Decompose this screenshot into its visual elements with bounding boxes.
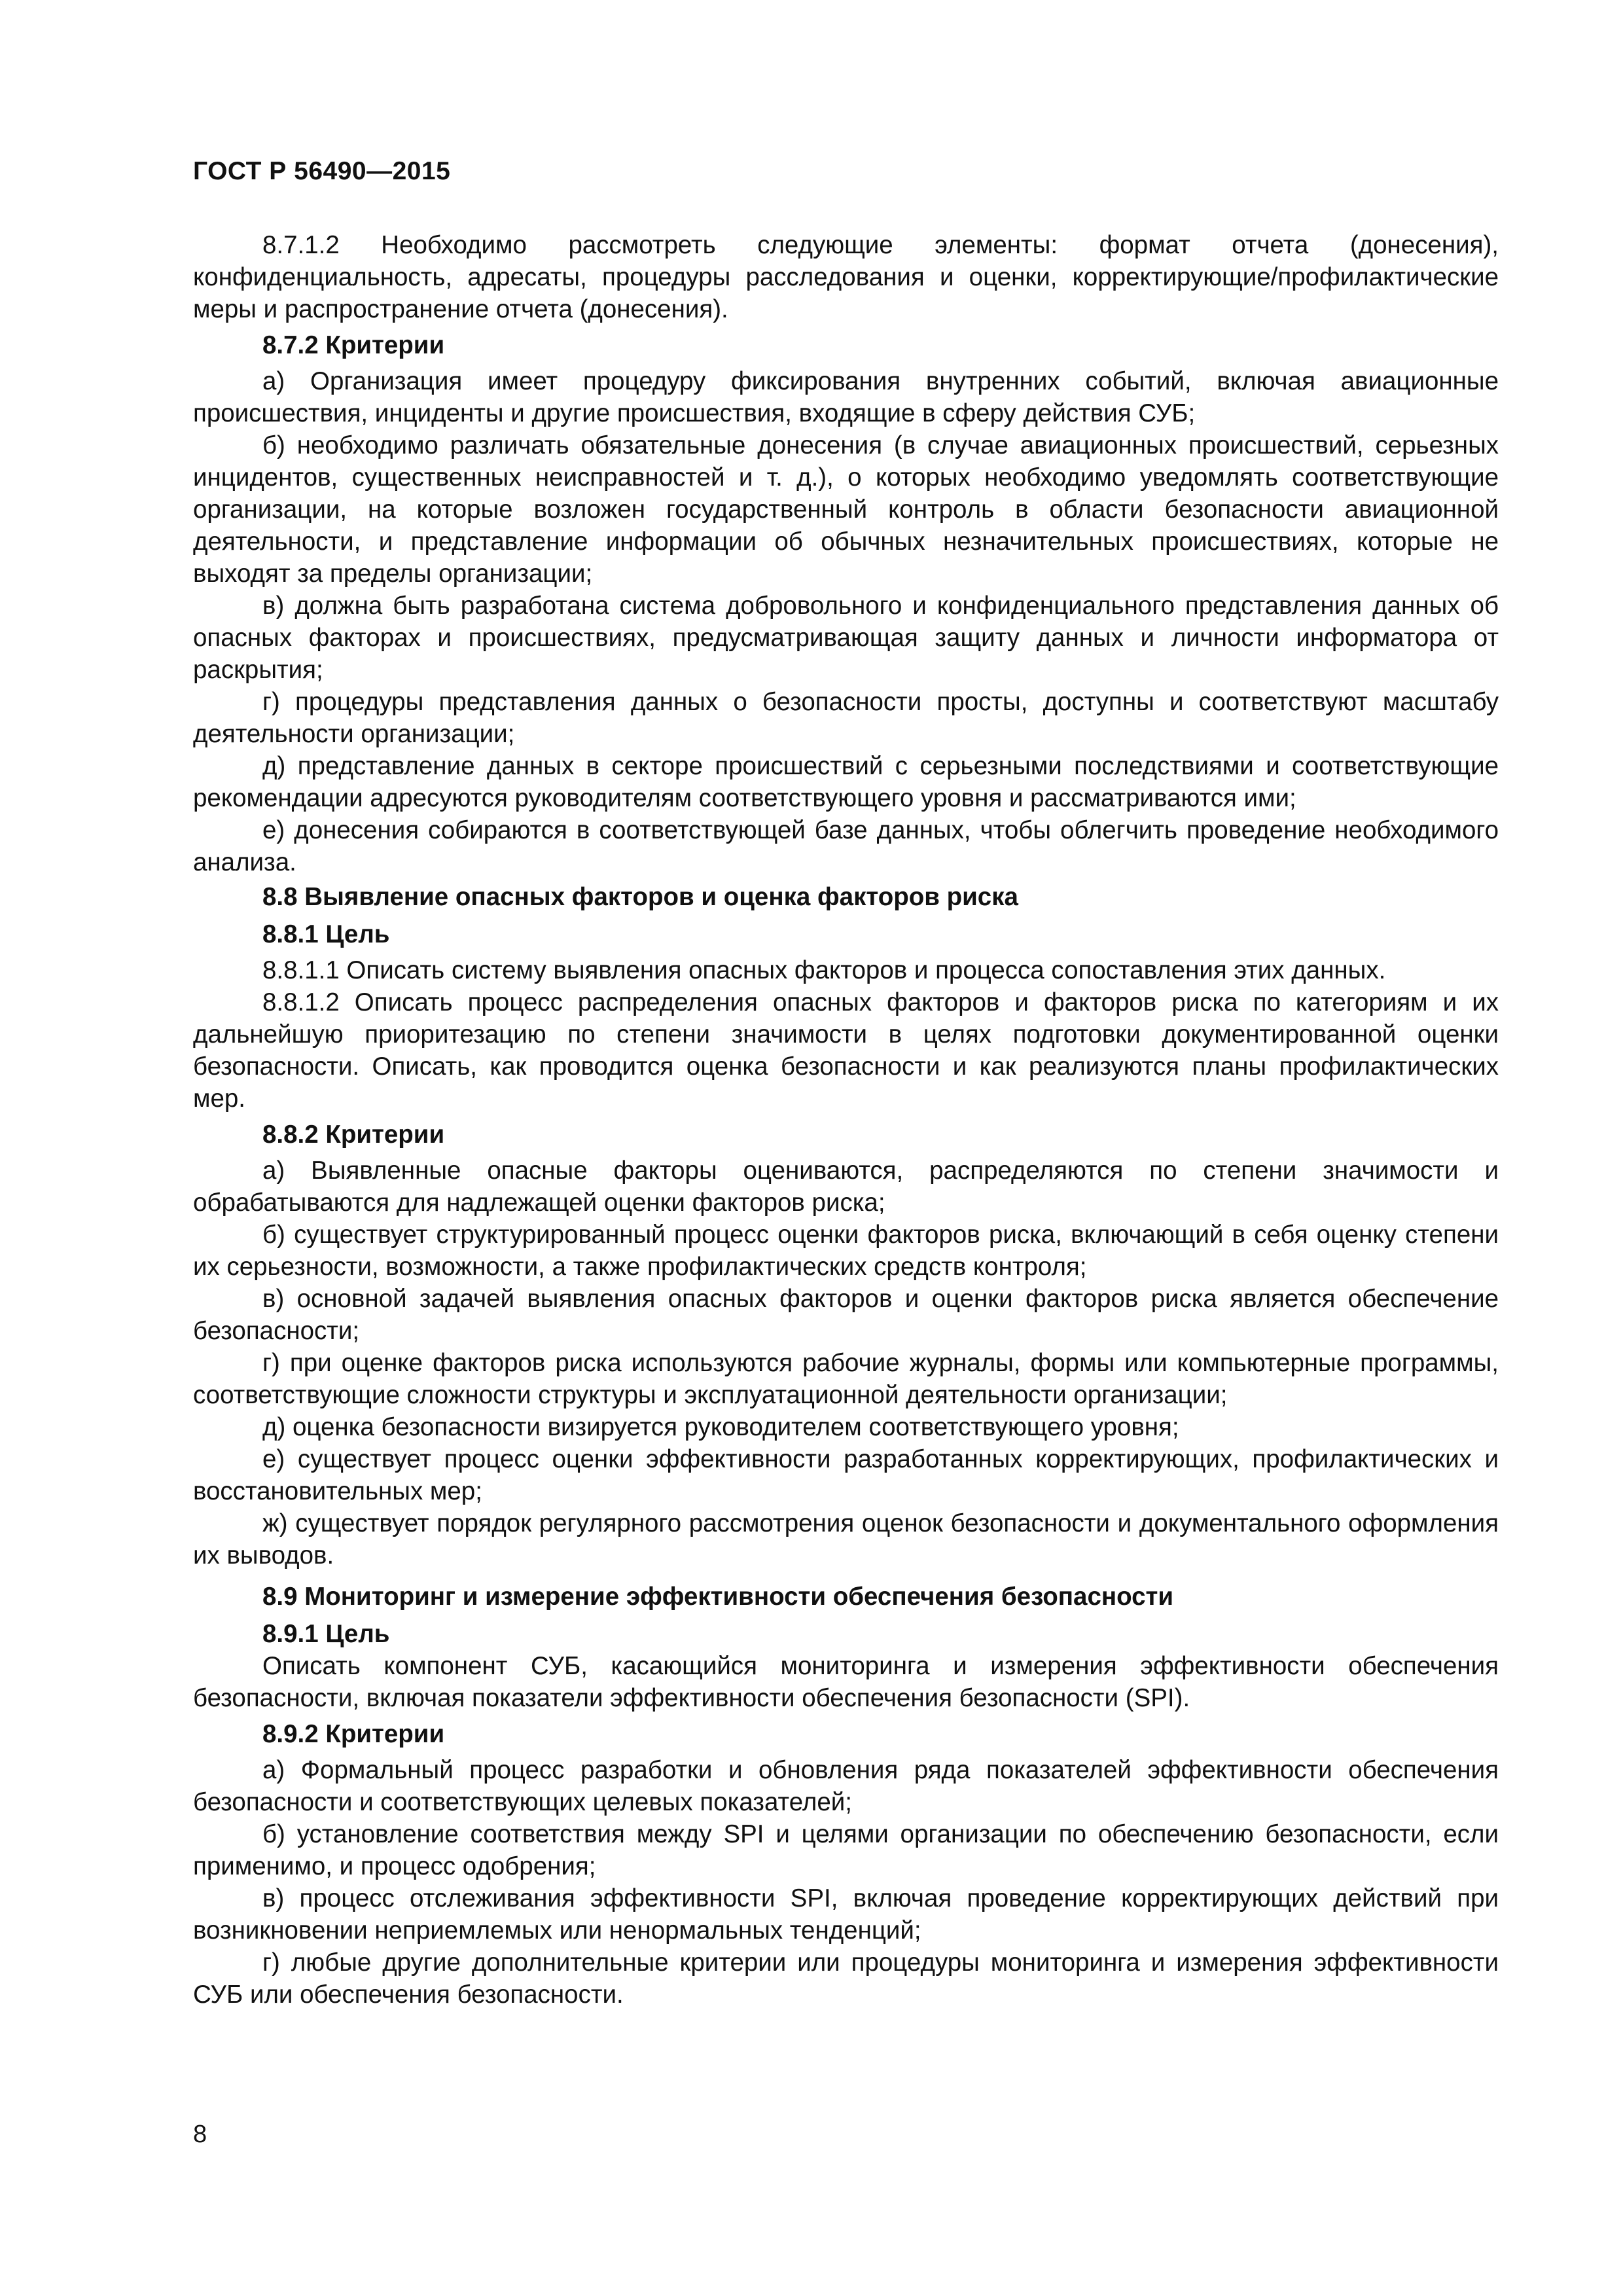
paragraph-8-8-1-2: 8.8.1.2 Описать процесс распределения опасных факторов и факторов риска по категориям и их дальнейшую приоритезацию по степени значимости в целях подготовки документированной оценки безопасности. Описать, как проводится оценка безопасности и как реализуются планы профилактических мер. — [193, 988, 1499, 1113]
paragraph-8-8-1-1: 8.8.1.1 Описать систему выявления опасных факторов и процесса сопоставления этих данных. — [262, 956, 1386, 984]
criteria-8-9-2-a: а) Формальный процесс разработки и обновления ряда показателей эффективности обеспечения безопасности и соответствующих целевых показателей; — [193, 1756, 1499, 1816]
heading-8-8-1: 8.8.1 Цель — [262, 920, 390, 948]
criteria-8-8-2-g: г) при оценке факторов риска используются рабочие журналы, формы или компьютерные программы, соответствующие сложности структуры и эксплуатационной деятельности организации; — [193, 1349, 1499, 1409]
criteria-8-8-2-d: д) оценка безопасности визируется руководителем соответствующего уровня; — [262, 1413, 1179, 1441]
paragraph-8-7-1-2: 8.7.1.2 Необходимо рассмотреть следующие элементы: формат отчета (донесения), конфиденциальность, адресаты, процедуры расследования и оценки, корректирующие/профилактические меры и распространение отчета (донесения). — [193, 231, 1499, 323]
criteria-8-8-2-a: а) Выявленные опасные факторы оцениваются, распределяются по степени значимости и обрабатываются для надлежащей оценки факторов риска; — [193, 1157, 1499, 1217]
criteria-8-7-2-e: е) донесения собираются в соответствующей базе данных, чтобы облегчить проведение необходимого анализа. — [193, 816, 1499, 876]
criteria-8-7-2-b: б) необходимо различать обязательные донесения (в случае авиационных происшествий, серьезных инцидентов, существенных неисправностей и т. д.), о которых необходимо уведомлять соответствующие организации, на которые возложен государственный контроль в области безопасности авиационной деятельности, и представление информации об обычных незначительных происшествиях, которые не выходят за пределы организации; — [193, 431, 1499, 588]
criteria-8-7-2-d: д) представление данных в секторе происшествий с серьезными последствиями и соответствующие рекомендации адресуются руководителям соответствующего уровня и рассматриваются ими; — [193, 752, 1499, 812]
criteria-8-9-2-b: б) установление соответствия между SPI и целями организации по обеспечению безопасности, если применимо, и процесс одобрения; — [193, 1820, 1499, 1880]
criteria-8-9-2-g: г) любые другие дополнительные критерии или процедуры мониторинга и измерения эффективности СУБ или обеспечения безопасности. — [193, 1948, 1499, 2009]
heading-8-8: 8.8 Выявление опасных факторов и оценка факторов риска — [262, 883, 1018, 911]
criteria-8-8-2-v: в) основной задачей выявления опасных факторов и оценки факторов риска является обеспечение безопасности; — [193, 1285, 1499, 1345]
criteria-8-8-2-e: е) существует процесс оценки эффективности разработанных корректирующих, профилактических и восстановительных мер; — [193, 1445, 1499, 1505]
criteria-8-8-2-zh: ж) существует порядок регулярного рассмотрения оценок безопасности и документального оформления их выводов. — [193, 1509, 1499, 1570]
page-number: 8 — [193, 2121, 207, 2148]
heading-8-8-2: 8.8.2 Критерии — [262, 1121, 445, 1149]
criteria-8-8-2-b: б) существует структурированный процесс оценки факторов риска, включающий в себя оценку степени их серьезности, возможности, а также профилактических средств контроля; — [193, 1221, 1499, 1281]
heading-8-9: 8.9 Мониторинг и измерение эффективности обеспечения безопасности — [262, 1583, 1174, 1611]
criteria-8-7-2-v: в) должна быть разработана система добровольного и конфиденциального представления данных об опасных факторах и происшествиях, предусматривающая защиту данных и личности информатора от раскрытия; — [193, 592, 1499, 684]
document-code-header: ГОСТ Р 56490—2015 — [193, 157, 451, 185]
heading-8-7-2: 8.7.2 Критерии — [262, 331, 445, 359]
criteria-8-7-2-g: г) процедуры представления данных о безопасности просты, доступны и соответствуют масштабу деятельности организации; — [193, 688, 1499, 748]
criteria-8-9-2-v: в) процесс отслеживания эффективности SPI, включая проведение корректирующих действий при возникновении неприемлемых или ненормальных тенденций; — [193, 1884, 1499, 1945]
document-body — [193, 229, 1499, 2011]
criteria-8-7-2-a: а) Организация имеет процедуру фиксирования внутренних событий, включая авиационные происшествия, инциденты и другие происшествия, входящие в сферу действия СУБ; — [193, 367, 1499, 427]
heading-8-9-2: 8.9.2 Критерии — [262, 1720, 445, 1748]
heading-8-9-1: 8.9.1 Цель — [262, 1620, 390, 1648]
paragraph-8-9-1: Описать компонент СУБ, касающийся мониторинга и измерения эффективности обеспечения безопасности, включая показатели эффективности обеспечения безопасности (SPI). — [193, 1652, 1499, 1712]
